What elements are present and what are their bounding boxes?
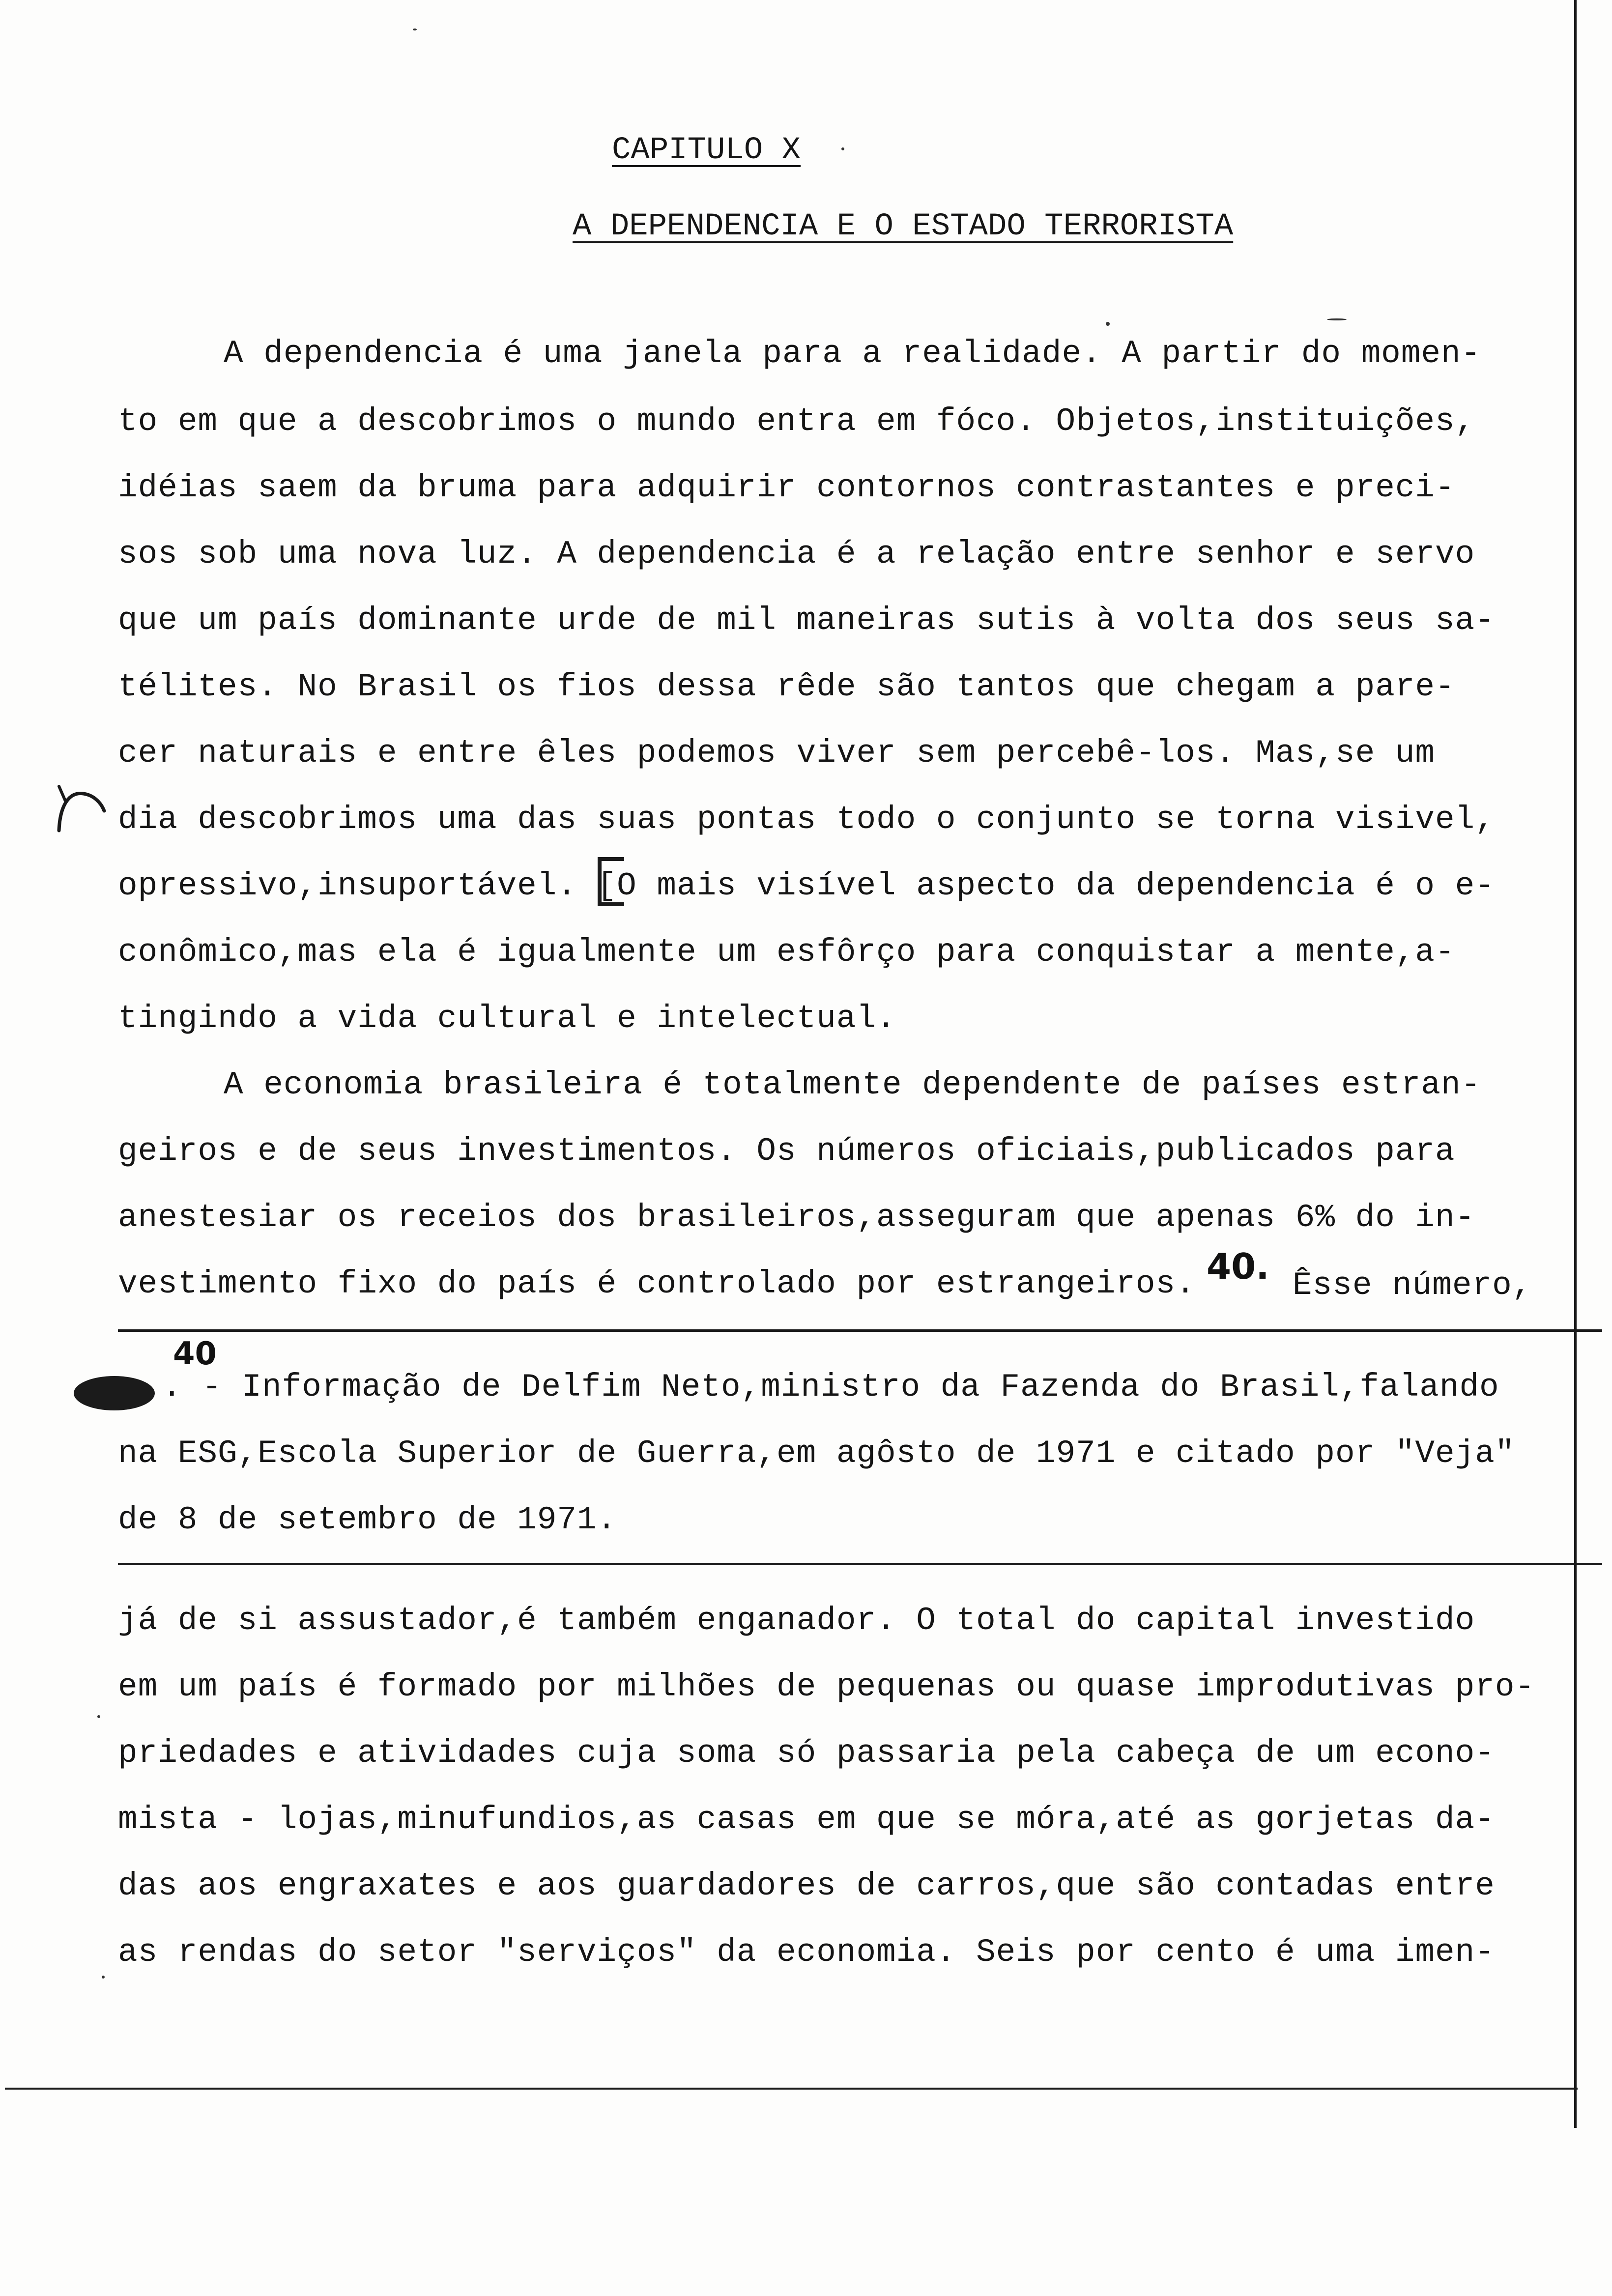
body-line: que um país dominante urde de mil maneiras sutis à volta dos seus sa- [118,602,1495,639]
body-line: Êsse número, [1293,1267,1532,1304]
footnote-top-rule [118,1329,1602,1332]
body-line: A dependencia é uma janela para a realidade. A partir do momen- [224,335,1481,372]
footnote-bottom-rule [118,1563,1602,1565]
scan-speck [1327,318,1347,320]
page-bottom-rule [5,2088,1578,2090]
body-line: idéias saem da bruma para adquirir contornos contrastantes e preci- [118,469,1455,506]
body-line: em um país é formado por milhões de pequenas ou quase improdutivas pro- [118,1668,1535,1705]
body-line: já de si assustador,é também enganador. O total do capital investido [118,1602,1475,1639]
body-line: geiros e de seus investimentos. Os números oficiais,publicados para [118,1133,1455,1170]
ink-blot [74,1376,155,1410]
scan-speck [1106,322,1110,326]
body-line: anestesiar os receios dos brasileiros,asseguram que apenas 6% do in- [118,1199,1475,1236]
margin-annotation-icon [49,772,108,840]
body-line: sos sob uma nova luz. A dependencia é a relação entre senhor e servo [118,536,1475,573]
right-margin-rule [1574,0,1577,2128]
body-line: tingindo a vida cultural e intelectual. [118,1000,896,1037]
scan-speck [102,1976,105,1979]
footnote-line: de 8 de setembro de 1971. [118,1501,617,1538]
body-line: dia descobrimos uma das suas pontas todo o conjunto se torna visivel, [118,801,1495,838]
footnote-number-mark: 40 [173,1336,217,1372]
chapter-title: A DEPENDENCIA E O ESTADO TERRORISTA [573,209,1234,244]
scan-speck [841,147,844,150]
body-line: mista - lojas,minufundios,as casas em que se móra,até as gorjetas da- [118,1801,1495,1838]
footnote-reference-mark: 40. [1207,1246,1269,1287]
footnote-line: . - Informação de Delfim Neto,ministro da Fazenda do Brasil,falando [162,1369,1499,1406]
scan-speck [413,29,417,30]
body-line: das aos engraxates e aos guardadores de carros,que são contadas entre [118,1867,1495,1904]
body-line: opressivo,insuportável. [O mais visível aspecto da dependencia é o e- [118,867,1495,904]
body-line: A economia brasileira é totalmente dependente de países estran- [224,1066,1481,1103]
footnote-line: na ESG,Escola Superior de Guerra,em agôsto de 1971 e citado por "Veja" [118,1435,1515,1472]
chapter-heading: CAPITULO X [612,133,801,168]
scan-speck [97,1715,100,1718]
body-line: cer naturais e entre êles podemos viver sem percebê-los. Mas,se um [118,735,1436,772]
body-line: as rendas do setor "serviços" da economia. Seis por cento é uma imen- [118,1934,1495,1971]
bracket-mark-icon [595,855,629,909]
body-line: vestimento fixo do país é controlado por estrangeiros. [118,1265,1196,1302]
body-line: télites. No Brasil os fios dessa rêde são tantos que chegam a pare- [118,668,1455,705]
body-line: conômico,mas ela é igualmente um esfôrço para conquistar a mente,a- [118,934,1455,971]
body-line: priedades e atividades cuja soma só passaria pela cabeça de um econo- [118,1735,1495,1772]
body-line: to em que a descobrimos o mundo entra em fóco. Objetos,instituições, [118,403,1475,440]
